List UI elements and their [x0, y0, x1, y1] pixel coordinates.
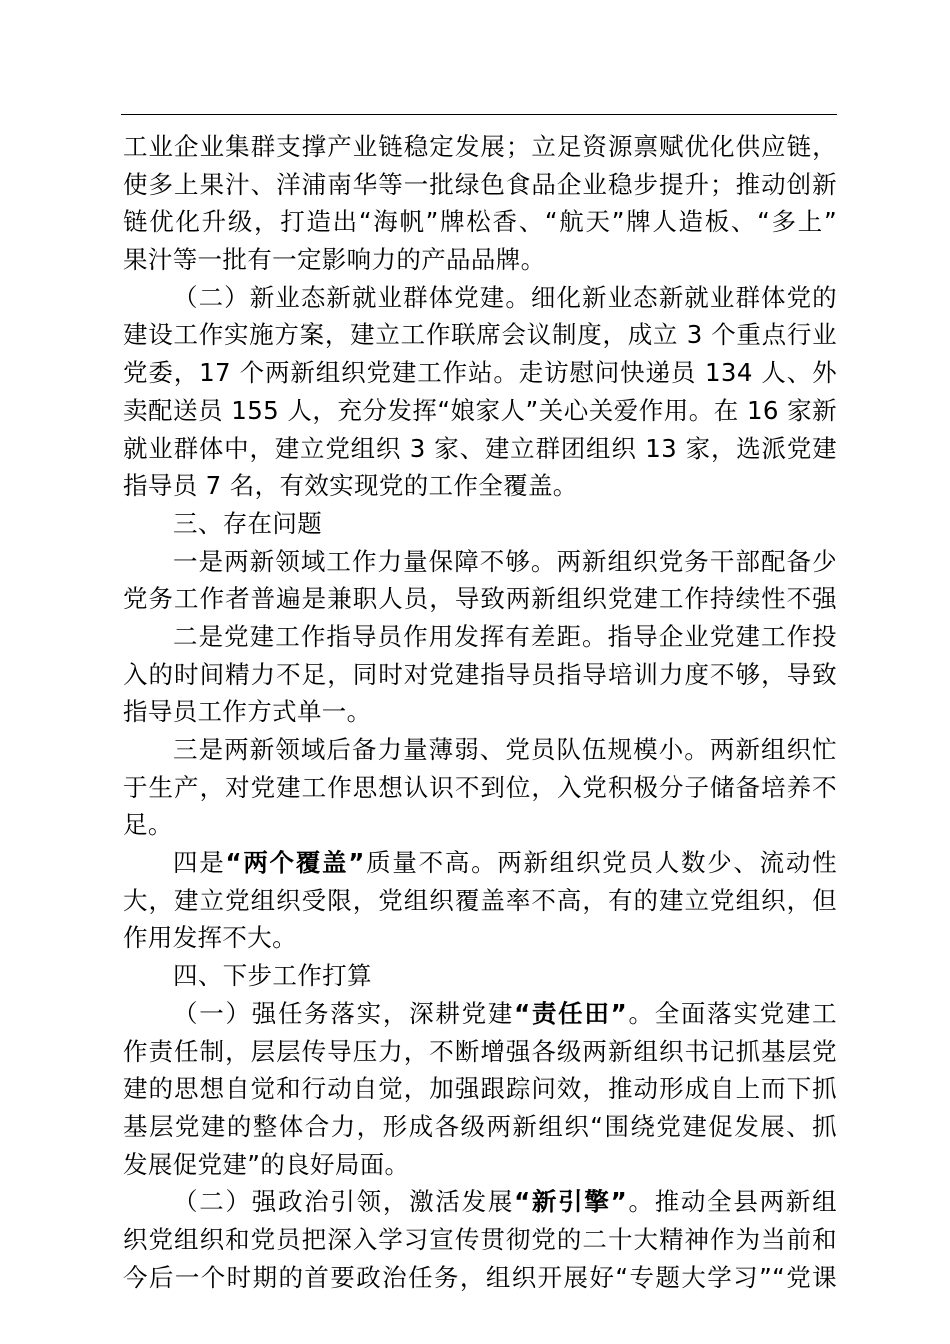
- text-line: 使多上果汁、洋浦南华等一批绿色食品企业稳步提升；推动创新: [123, 169, 837, 199]
- bold-text-run: “新引擎”: [514, 1187, 628, 1217]
- text-line: 足。: [123, 810, 173, 840]
- text-line: 建的思想自觉和行动自觉，加强跟踪问效，推动形成自上而下抓: [123, 1074, 837, 1104]
- text-line: 指导员工作方式单一。: [123, 697, 372, 727]
- text-run: （二）强政治引领，激活发展: [173, 1187, 515, 1217]
- section-heading: 四、下步工作打算: [173, 961, 372, 991]
- bold-text-run: “两个覆盖”: [225, 848, 365, 878]
- text-line: （二）新业态新就业群体党建。细化新业态新就业群体党的: [173, 282, 837, 312]
- section-heading: 三、存在问题: [173, 508, 323, 538]
- text-line: 工业企业集群支撑产业链稳定发展；立足资源禀赋优化供应链，: [123, 132, 837, 161]
- text-line: 基层党建的整体合力，形成各级两新组织“围绕党建促发展、抓: [123, 1111, 837, 1141]
- text-run: 质量不高。两新组织党员人数少、流动性: [364, 848, 837, 878]
- text-line: 指导员 7 名，有效实现党的工作全覆盖。: [123, 471, 578, 501]
- text-line: 作责任制，层层传导压力，不断增强各级两新组织书记抓基层党: [123, 1036, 837, 1066]
- text-line: 三是两新领域后备力量薄弱、党员队伍规模小。两新组织忙: [173, 735, 837, 764]
- text-line: 果汁等一批有一定影响力的产品品牌。: [123, 245, 546, 275]
- text-line: [123, 844, 837, 882]
- bold-text-run: “责任田”: [514, 998, 628, 1028]
- text-line: 建设工作实施方案，建立工作联席会议制度，成立 3 个重点行业: [123, 320, 837, 350]
- text-line: 发展促党建”的良好局面。: [123, 1149, 410, 1179]
- text-line: 大，建立党组织受限，党组织覆盖率不高，有的建立党组织，但: [123, 885, 837, 915]
- text-run: （一）强任务落实，深耕党建: [173, 998, 515, 1028]
- text-line: 今后一个时期的首要政治任务，组织开展好“专题大学习”“党课: [123, 1262, 837, 1292]
- text-run: 四是: [173, 848, 226, 878]
- text-line: 一是两新领域工作力量保障不够。两新组织党务干部配备少: [173, 546, 837, 576]
- text-line: 党委，17 个两新组织党建工作站。走访慰问快递员 134 人、外: [123, 358, 837, 388]
- text-line: 党务工作者普遍是兼职人员，导致两新组织党建工作持续性不强: [123, 584, 837, 614]
- text-run: 。推动全县两新组: [627, 1187, 837, 1217]
- text-line: 二是党建工作指导员作用发挥有差距。指导企业党建工作投: [173, 621, 837, 651]
- text-line: 织党组织和党员把深入学习宣传贯彻党的二十大精神作为当前和: [123, 1224, 837, 1254]
- document-body: [123, 128, 837, 1296]
- text-line: 入的时间精力不足，同时对党建指导员指导培训力度不够，导致: [123, 659, 837, 689]
- text-line: 卖配送员 155 人，充分发挥“娘家人”关心关爱作用。在 16 家新: [123, 395, 837, 425]
- header-rule: [121, 114, 837, 115]
- text-line: 就业群体中，建立党组织 3 家、建立群团组织 13 家，选派党建: [123, 433, 837, 463]
- text-line: [123, 1183, 837, 1221]
- text-line: 于生产，对党建工作思想认识不到位，入党积极分子储备培养不: [123, 772, 837, 802]
- text-line: [123, 995, 837, 1033]
- text-line: 作用发挥不大。: [123, 923, 297, 953]
- text-line: 链优化升级，打造出“海帆”牌松香、“航天”牌人造板、“多上”: [123, 207, 837, 237]
- text-run: 。全面落实党建工: [627, 998, 837, 1028]
